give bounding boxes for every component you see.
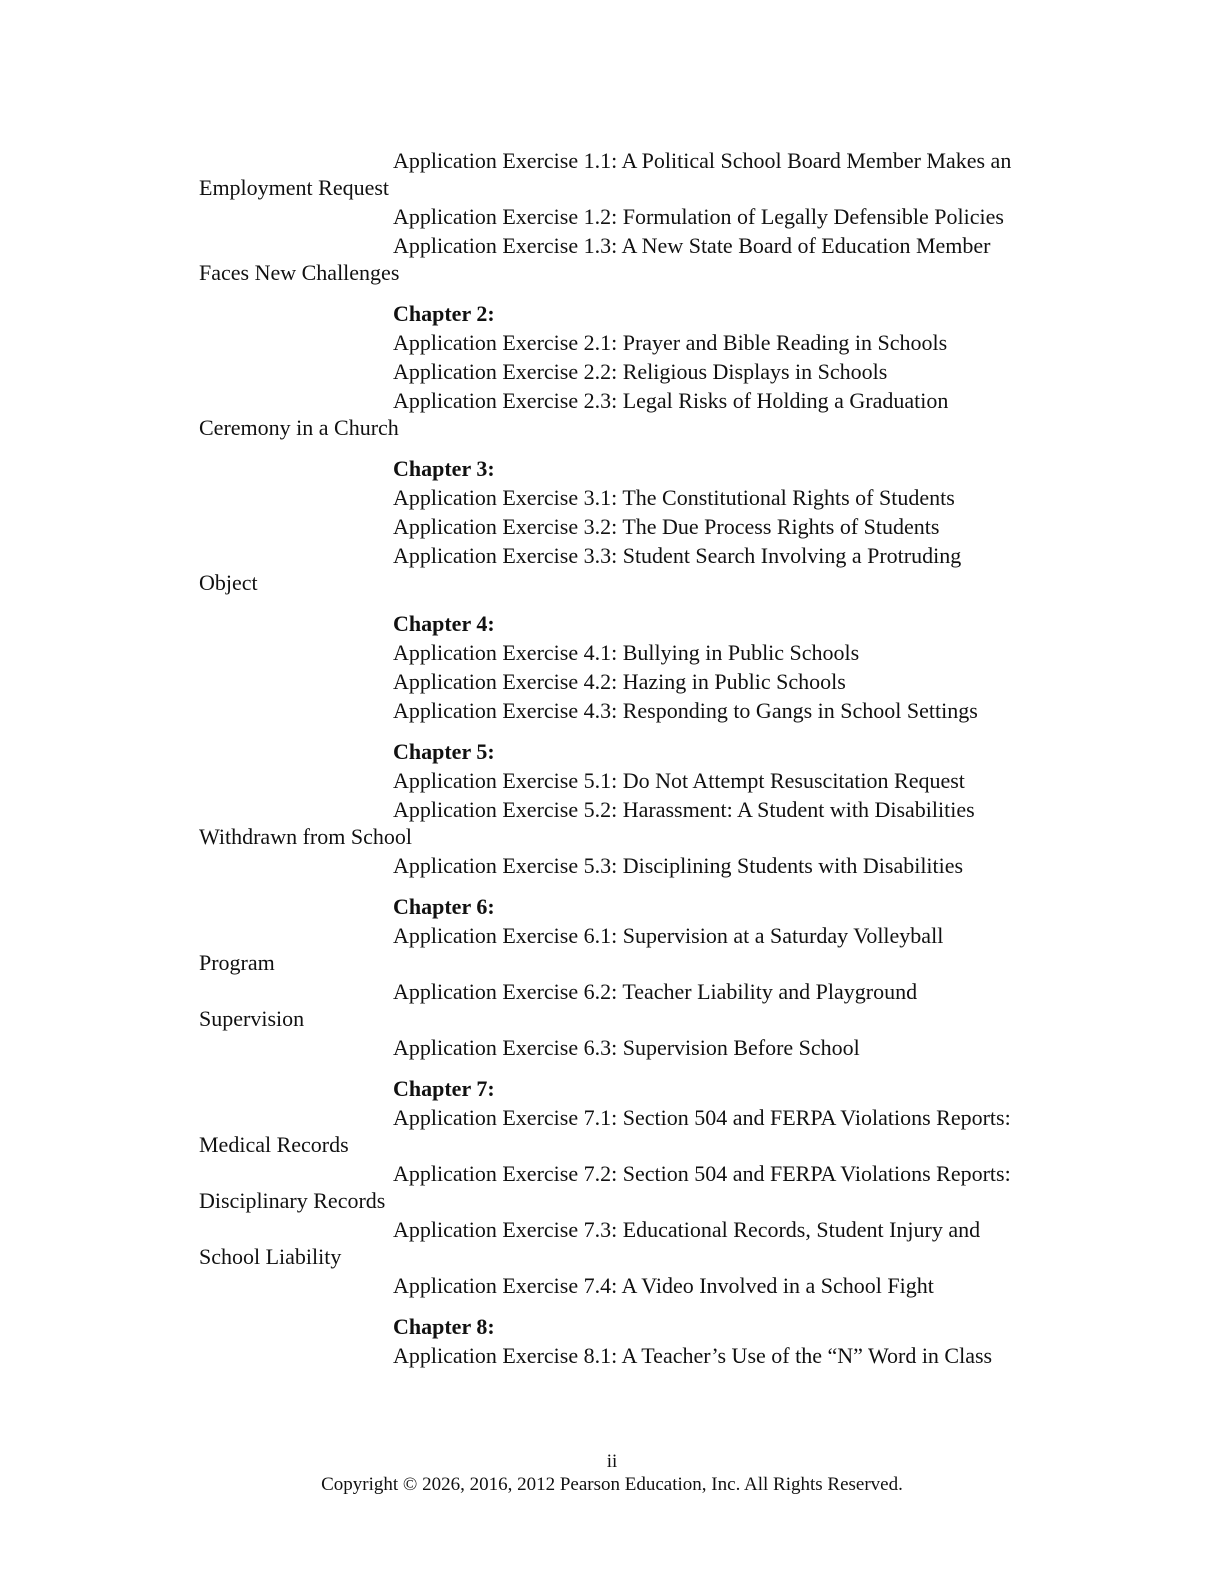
toc-entry: Application Exercise 7.2: Section 504 and FERPA Violations Reports: [393, 1161, 1011, 1186]
toc-entry: Application Exercise 4.3: Responding to Gangs in School Settings [393, 698, 978, 723]
toc-entry: Application Exercise 1.2: Formulation of Legally Defensible Policies [393, 204, 1004, 229]
toc-entry: Application Exercise 5.1: Do Not Attempt Resuscitation Request [393, 768, 965, 793]
toc-entry: Application Exercise 3.2: The Due Process Rights of Students [393, 514, 940, 539]
chapter-heading: Chapter 2: [393, 301, 495, 326]
chapter-heading: Chapter 3: [393, 456, 495, 481]
toc-entry: Application Exercise 2.1: Prayer and Bible Reading in Schools [393, 330, 948, 355]
toc-entry: Application Exercise 7.3: Educational Records, Student Injury and [393, 1217, 981, 1242]
chapter-heading: Chapter 6: [393, 894, 495, 919]
toc-entry-continuation: Withdrawn from School [199, 824, 412, 849]
toc-entry-continuation: Object [199, 570, 258, 595]
toc-entry: Application Exercise 1.3: A New State Board of Education Member [393, 233, 991, 258]
toc-entry: Application Exercise 1.1: A Political School Board Member Makes an [393, 148, 1012, 173]
toc-entry-continuation: Disciplinary Records [199, 1188, 386, 1213]
toc-entry-continuation: Faces New Challenges [199, 260, 400, 285]
toc-entry: Application Exercise 6.2: Teacher Liability and Playground [393, 979, 918, 1004]
toc-entry: Application Exercise 2.3: Legal Risks of Holding a Graduation [393, 388, 949, 413]
toc-entry: Application Exercise 5.2: Harassment: A Student with Disabilities [393, 797, 975, 822]
toc-entry: Application Exercise 3.1: The Constitutional Rights of Students [393, 485, 955, 510]
toc-entry-continuation: Program [199, 950, 275, 975]
toc-entry-continuation: Supervision [199, 1006, 305, 1031]
toc-entry: Application Exercise 5.3: Disciplining Students with Disabilities [393, 853, 964, 878]
toc-entry: Application Exercise 3.3: Student Search Involving a Protruding [393, 543, 962, 568]
chapter-heading: Chapter 5: [393, 739, 495, 764]
page-footer [0, 1450, 1224, 1496]
toc-entry-continuation: Employment Request [199, 175, 390, 200]
toc-entry: Application Exercise 6.1: Supervision at a Saturday Volleyball [393, 923, 944, 948]
toc-entry: Application Exercise 4.2: Hazing in Public Schools [393, 669, 846, 694]
toc-entry-continuation: Medical Records [199, 1132, 349, 1157]
toc-list [199, 145, 1079, 1369]
copyright-notice: Copyright © 2026, 2016, 2012 Pearson Education, Inc. All Rights Reserved. [321, 1474, 903, 1495]
page-number: ii [606, 1451, 618, 1472]
toc-entry: Application Exercise 7.1: Section 504 and FERPA Violations Reports: [393, 1105, 1011, 1130]
chapter-heading: Chapter 4: [393, 611, 495, 636]
toc-entry: Application Exercise 6.3: Supervision Before School [393, 1035, 860, 1060]
toc-entry-continuation: School Liability [199, 1244, 342, 1269]
toc-entry: Application Exercise 4.1: Bullying in Public Schools [393, 640, 860, 665]
toc-entry: Application Exercise 8.1: A Teacher’s Use of the “N” Word in Class [393, 1343, 993, 1368]
chapter-heading: Chapter 7: [393, 1076, 495, 1101]
chapter-heading: Chapter 8: [393, 1314, 495, 1339]
toc-entry-continuation: Ceremony in a Church [199, 415, 399, 440]
toc-entry: Application Exercise 2.2: Religious Displays in Schools [393, 359, 888, 384]
toc-entry: Application Exercise 7.4: A Video Involved in a School Fight [393, 1273, 934, 1298]
